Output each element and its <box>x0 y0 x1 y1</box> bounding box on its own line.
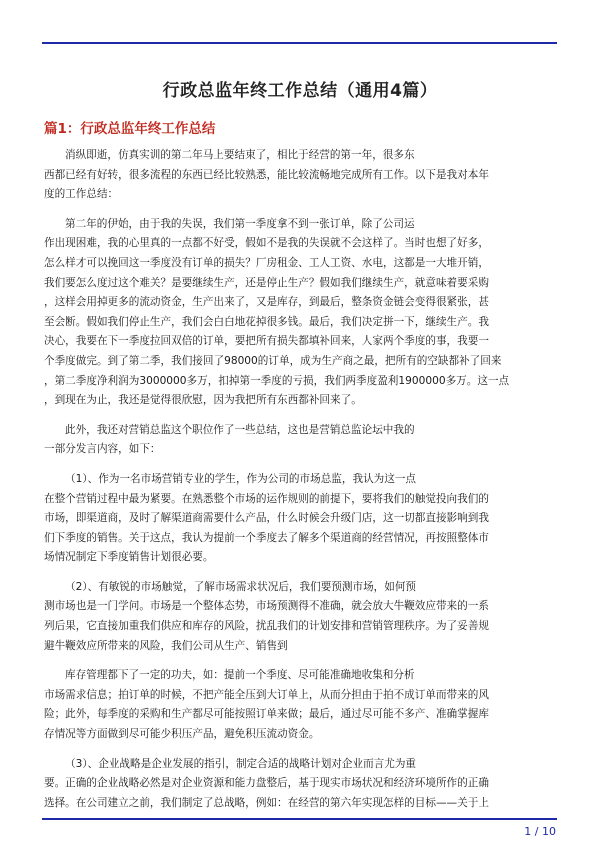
text-line: （2）、有敏锐的市场触觉，了解市场需求状况后，我们要预测市场，如何预 <box>65 580 417 593</box>
paragraph-7 <box>44 755 556 814</box>
paragraph-6 <box>44 666 556 744</box>
text-line: 第二年的伊始，由于我的失误，我们第一季度拿不到一张订单，除了公司运 <box>65 217 415 230</box>
paragraph-5 <box>44 578 556 656</box>
section-heading: 篇1：行政总监年终工作总结 <box>44 121 216 137</box>
text-line: ，这样会用掉更多的流动资金，生产出来了，又是库存，到最后，整条资金链会变得很紧张，甚 <box>44 296 489 309</box>
text-line: 选择。在公司建立之前，我们制定了总战略，例如：在经营的第六年实现怎样的目标——关于上 <box>44 796 489 809</box>
text-line: （3）、企业战略是企业发展的指引，制定合适的战略计划对企业而言尤为重 <box>65 757 417 770</box>
text-line: 市场需求信息；拍订单的时候，不把产能全压到大订单上，从而分担由于拍不成订单而带来的风 <box>44 688 489 701</box>
text-line: 我们要怎么度过这个难关？是要继续生产，还是停止生产？假如我们继续生产，就意味着要采购 <box>44 276 489 289</box>
text-line: ，到现在为止，我还是觉得很欣慰，因为我把所有东西都补回来了。 <box>44 394 362 407</box>
paragraph-2 <box>44 215 556 411</box>
text-line: 度的工作总结： <box>44 188 119 201</box>
text-line: 消纵即逝，仿真实训的第二年马上要结束了，相比于经营的第一年，很多东 <box>65 149 415 161</box>
text-line: （1）、作为一名市场营销专业的学生，作为公司的市场总监，我认为这一点 <box>65 472 417 485</box>
text-line: 西都已经有好转，很多流程的东西已经比较熟悉，能比较流畅地完成所有工作。以下是我对本年 <box>44 168 489 181</box>
document-title: 行政总监年终工作总结（通用4篇） <box>162 81 438 101</box>
text-line: 存情况等方面做到尽可能少积压产品，避免积压流动资金。 <box>44 728 320 741</box>
text-line: 库存管理都下了一定的功夫，如：提前一个季度、尽可能准确地收集和分析 <box>65 669 415 682</box>
text-line: 列后果，它直接加重我们供应和库存的风险，扰乱我们的计划安排和营销管理秩序。为了妥善规 <box>44 620 489 633</box>
text-line: 决心，我要在下一季度拉回双倍的订单，要把所有损失都填补回来，人家两个季度的事，我要一 <box>44 335 489 348</box>
text-line: 作出现困难，我的心里真的一点都不好受，假如不是我的失误就不会这样了。当时也想了好多， <box>44 237 489 250</box>
text-line: 们下季度的销售。关于这点，我认为提前一个季度去了解多个渠道商的经营情况，再按照整体市 <box>44 531 489 544</box>
text-line: 在整个营销过程中最为紧要。在熟悉整个市场的运作规则的前提下，要将我们的触觉投向我们的 <box>44 492 489 505</box>
paragraph-4 <box>44 470 556 568</box>
text-line: 此外，我还对营销总监这个职位作了一些总结，这也是营销总监论坛中我的 <box>65 423 415 436</box>
text-line: 至会断。假如我们停止生产，我们会白白地花掉很多钱。最后，我们决定拼一下，继续生产。我 <box>44 315 489 328</box>
paragraph-1 <box>44 146 556 205</box>
footer-rule <box>42 818 557 820</box>
text-line: 险；此外，每季度的采购和生产都尽可能按照订单来做；最后，通过尽可能不多产、准确掌握库 <box>44 708 489 721</box>
document-body <box>44 146 556 823</box>
text-line: ，第二季度净利润为3000000多万，扣掉第一季度的亏损，我们两季度盈利1900000多万。这一点 <box>44 374 510 387</box>
text-line: 测市场也是一门学问。市场是一个整体态势，市场预测得不准确，就会放大牛鞭效应带来的一系 <box>44 600 489 613</box>
text-line: 一部分发言内容，如下： <box>44 443 161 456</box>
header-rule <box>42 42 557 44</box>
page-number: 1 / 10 <box>524 825 556 838</box>
text-line: 避牛鞭效应所带来的风险，我们公司从生产、销售到 <box>44 639 288 652</box>
text-line: 场情况制定下季度销售计划很必要。 <box>44 551 214 564</box>
text-line: 要。正确的企业战略必然是对企业资源和能力盘整后，基于现实市场状况和经济环境所作的正确 <box>44 777 489 790</box>
text-line: 怎么样才可以挽回这一季度没有订单的损失？厂房租金、工人工资、水电，这都是一大堆开销， <box>44 256 489 269</box>
text-line: 个季度做完。到了第二季，我们接回了98000的订单，成为生产商之最，把所有的空缺都补了回来 <box>44 354 502 367</box>
text-line: 市场，即渠道商，及时了解渠道商需要什么产品，什么时候会升级门店，这一切都直接影响到我 <box>44 512 489 525</box>
paragraph-3 <box>44 421 556 460</box>
